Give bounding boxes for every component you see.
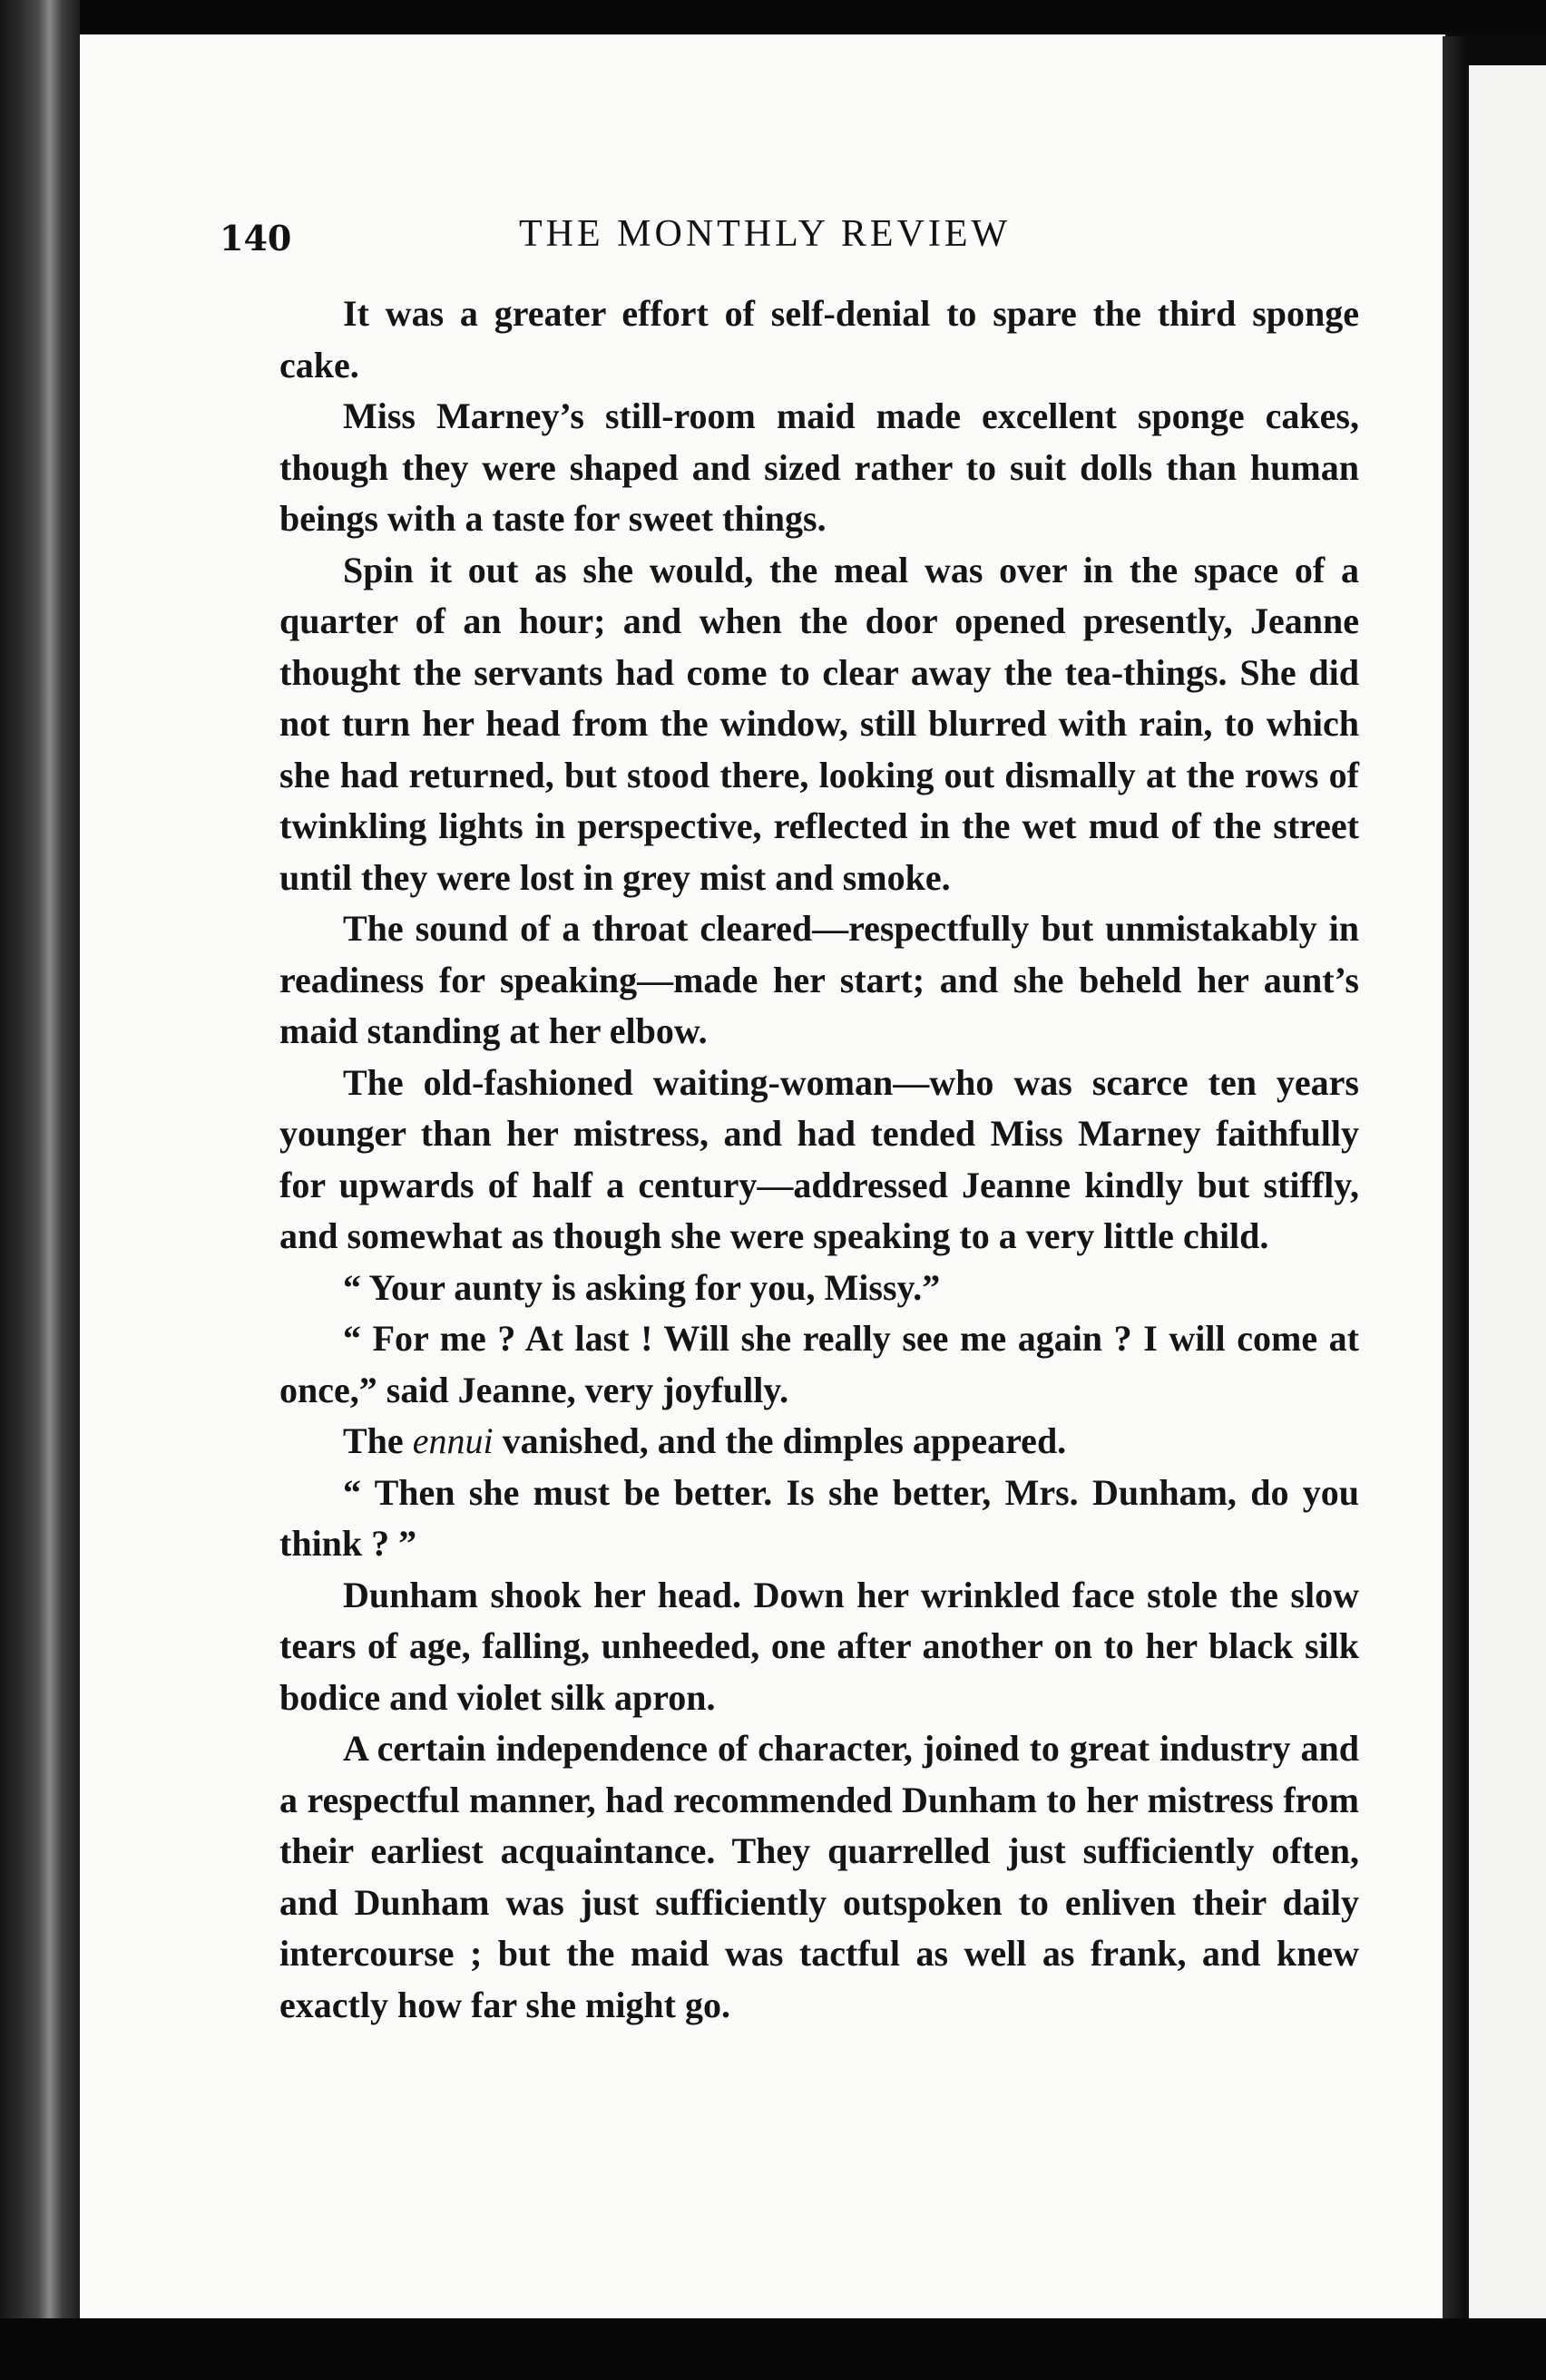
body-text — [279, 288, 1359, 2031]
paragraph: The sound of a throat cleared—respectfully but unmistakably in readiness for speaking—made her start; and she beheld her aunt’s maid standing at her elbow. — [279, 908, 1359, 1051]
gutter-shadow — [1443, 36, 1466, 2318]
paragraph: Dunham shook her head. Down her wrinkled face stole the slow tears of age, falling, unheeded, one after another on to her black silk bodice and violet silk apron. — [279, 1574, 1359, 1718]
paragraph: “ Then she must be better. Is she better, Mrs. Dunham, do you think ? ” — [279, 1471, 1359, 1564]
book-spine — [0, 0, 80, 2380]
facing-page-edge — [1466, 65, 1546, 2318]
paragraph: It was a greater effort of self-denial to spare the third sponge cake. — [279, 293, 1359, 385]
paragraph: Miss Marney’s still-room maid made excellent sponge cakes, though they were shaped and sized rather to suit dolls than human beings with a taste for sweet things. — [279, 395, 1359, 539]
running-head — [220, 212, 1179, 276]
paragraph: The old-fashioned waiting-woman—who was scarce ten years younger than her mistress, and had tended Miss Marney faithfully for upwards of half a century—addressed Jeanne kindly but stiffly, and somewhat as though she were speaking to a very little child. — [279, 1061, 1359, 1256]
paragraph: “ For me ? At last ! Will she really see me again ? I will come at once,” said Jeanne, very joyfully. — [279, 1318, 1359, 1410]
page-number: 140 — [220, 218, 292, 258]
scan-top-border — [0, 0, 1546, 34]
paragraph-ennui — [279, 1416, 1359, 1468]
paragraph: A certain independence of character, joined to great industry and a respectful manner, had recommended Dunham to her mistress from their earliest acquaintance. They quarrelled just sufficiently often, and Dunham was just sufficiently outspoken to enliven their daily intercourse ; but the maid was tactful as well as frank, and knew exactly how far she might go. — [279, 1728, 1359, 2025]
ennui-after: vanished, and the dimples appeared. — [493, 1420, 1067, 1461]
journal-title: THE MONTHLY REVIEW — [519, 213, 1012, 255]
paragraph: “ Your aunty is asking for you, Missy.” — [343, 1266, 941, 1308]
scan-bottom-border — [0, 2318, 1546, 2380]
ennui-italic: ennui — [412, 1420, 494, 1461]
ennui-before: The — [343, 1420, 413, 1461]
paragraph: Spin it out as she would, the meal was over in the space of a quarter of an hour; and when the door opened presently, Jeanne thought the servants had come to clear away the tea-things. She did not turn her head from the window, still blurred with rain, to which she had returned, but stood there, looking out dismally at the rows of twinkling lights in perspective, reflected in the wet mud of the street until they were lost in grey mist and smoke. — [279, 549, 1359, 898]
